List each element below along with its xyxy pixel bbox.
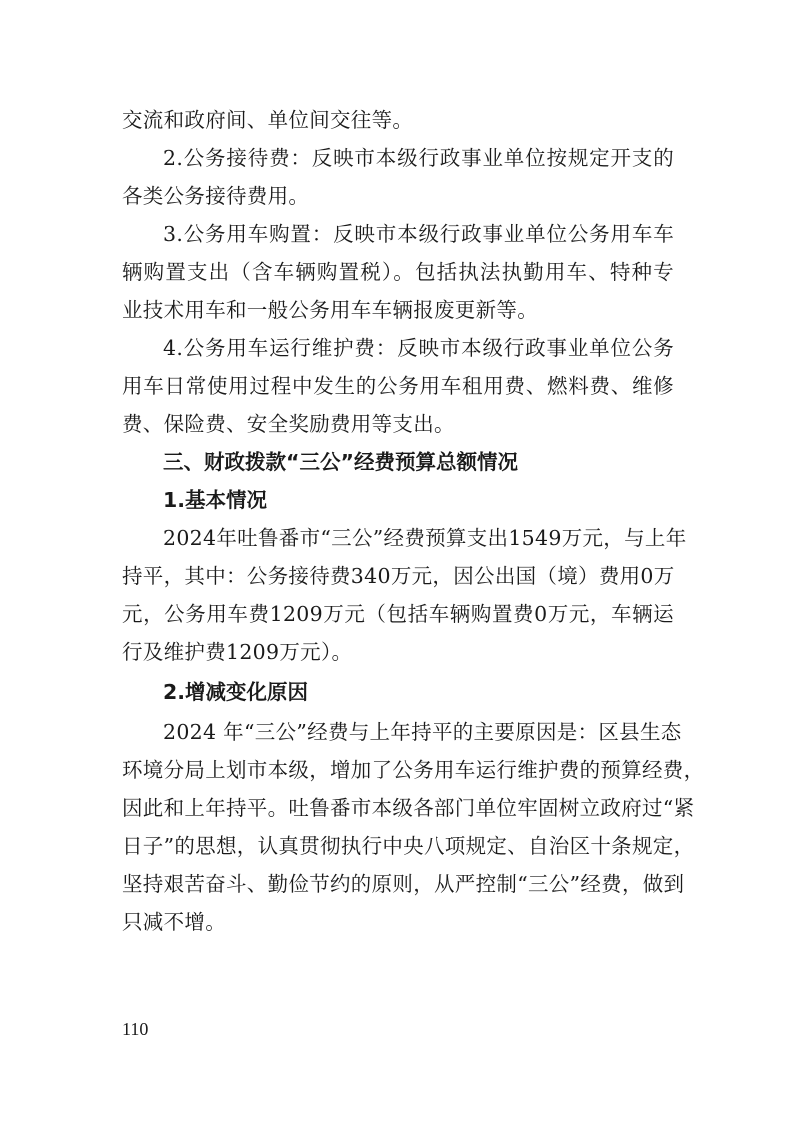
paragraph-line: 2.公务接待费：反映市本级行政事业单位按规定开支的 bbox=[163, 146, 674, 170]
paragraph-line: 持平，其中：公务接待费340万元，因公出国（境）费用0万 bbox=[122, 564, 675, 588]
paragraph-line: 业技术用车和一般公务用车车辆报废更新等。 bbox=[122, 298, 538, 322]
page-number: 110 bbox=[122, 1019, 149, 1039]
paragraph-line: 3.公务用车购置：反映市本级行政事业单位公务用车车 bbox=[163, 222, 674, 246]
section-heading: 三、财政拨款“三公”经费预算总额情况 bbox=[163, 450, 518, 474]
paragraph-line: 坚持艰苦奋斗、勤俭节约的原则，从严控制“三公”经费，做到 bbox=[122, 872, 685, 896]
paragraph-line: 交流和政府间、单位间交往等。 bbox=[122, 108, 414, 132]
paragraph-line: 行及维护费1209万元）。 bbox=[122, 640, 353, 664]
paragraph-line: 2024年吐鲁番市“三公”经费预算支出1549万元，与上年 bbox=[163, 526, 687, 550]
paragraph-line: 用车日常使用过程中发生的公务用车租用费、燃料费、维修 bbox=[122, 374, 674, 398]
paragraph-line: 日子”的思想，认真贯彻执行中央八项规定、自治区十条规定， bbox=[122, 834, 695, 858]
subsection-heading-basic: 1.基本情况 bbox=[163, 488, 268, 512]
paragraph-line: 2024 年“三公”经费与上年持平的主要原因是：区县生态 bbox=[163, 720, 682, 744]
subsection-heading-change: 2.增减变化原因 bbox=[163, 680, 309, 704]
paragraph-line: 元，公务用车费1209万元（包括车辆购置费0万元，车辆运 bbox=[122, 602, 674, 626]
paragraph-line: 4.公务用车运行维护费：反映市本级行政事业单位公务 bbox=[163, 336, 674, 360]
paragraph-line: 费、保险费、安全奖励费用等支出。 bbox=[122, 412, 455, 436]
paragraph-line: 因此和上年持平。吐鲁番市本级各部门单位牢固树立政府过“紧 bbox=[122, 796, 695, 820]
paragraph-line: 各类公务接待费用。 bbox=[122, 184, 310, 208]
paragraph-line: 辆购置支出（含车辆购置税）。包括执法执勤用车、特种专 bbox=[122, 260, 674, 284]
paragraph-line: 环境分局上划市本级，增加了公务用车运行维护费的预算经费， bbox=[122, 758, 705, 782]
paragraph-line: 只减不增。 bbox=[122, 910, 226, 934]
